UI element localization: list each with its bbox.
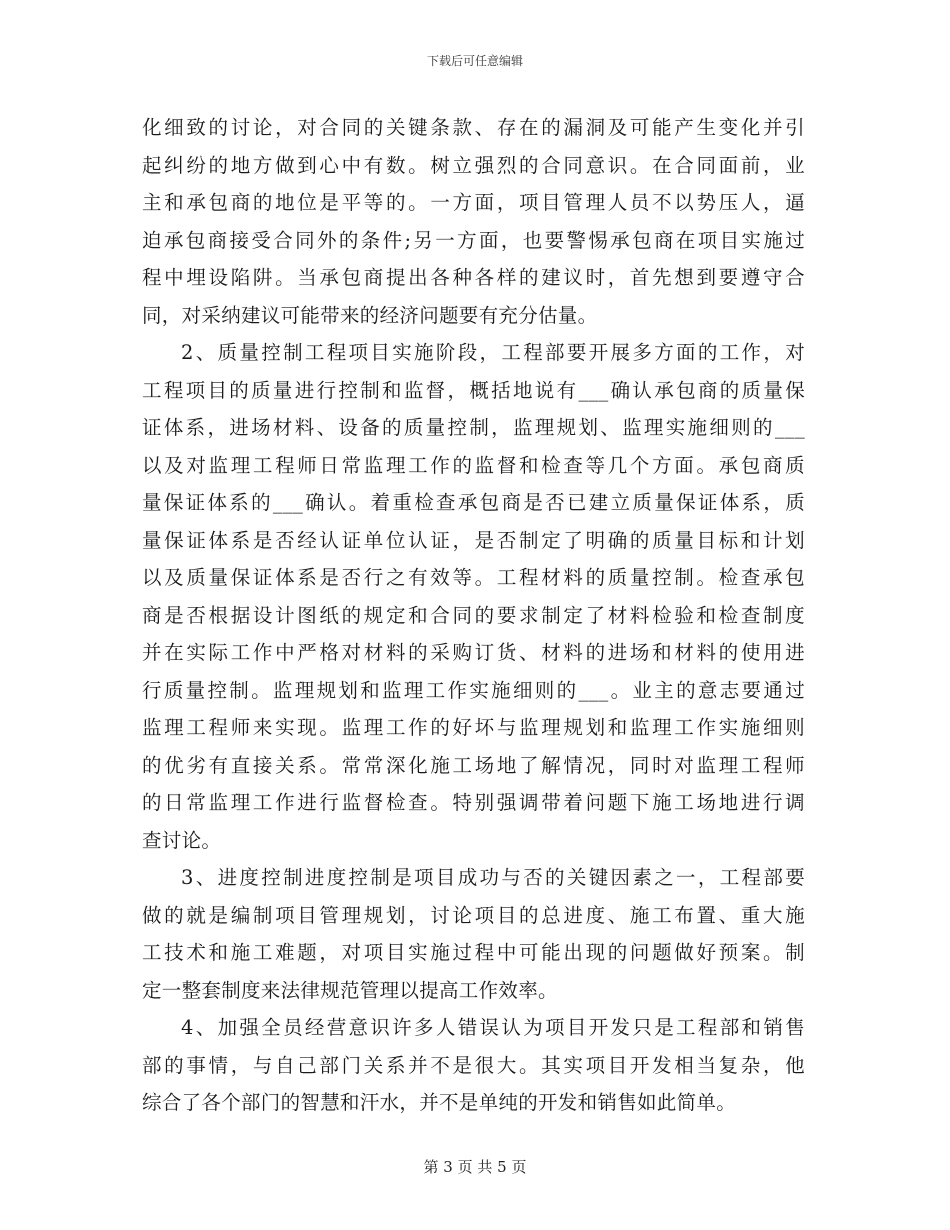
page-number: 第 3 页 共 5 页 — [423, 1158, 527, 1176]
text-line: 做的就是编制项目管理规划，讨论项目的总进度、施工布置、重大施 — [142, 903, 805, 927]
text-line: 以及对监理工程师日常监理工作的监督和检查等几个方面。承包商质 — [142, 453, 805, 477]
text-line: 监理工程师来实现。监理工作的好坏与监理规划和监理工作实施细则 — [142, 716, 805, 739]
text-line: 3、进度控制进度控制是项目成功与否的关键因素之一，工程部要 — [181, 866, 805, 889]
text-line: 量保证体系的___确认。着重检查承包商是否已建立质量保证体系，质 — [142, 491, 805, 514]
text-line: 起纠纷的地方做到心中有数。树立强烈的合同意识。在合同面前，业 — [142, 153, 805, 177]
text-line: 部的事情，与自己部门关系并不是很大。其实项目开发相当复杂，他 — [142, 1053, 805, 1077]
text-line: 查讨论。 — [142, 828, 222, 852]
text-line: 主和承包商的地位是平等的。一方面，项目管理人员不以势压人，逼 — [142, 191, 805, 214]
text-line: 量保证体系是否经认证单位认证，是否制定了明确的质量目标和计划 — [142, 528, 805, 552]
text-line: 综合了各个部门的智慧和汗水，并不是单纯的开发和销售如此简单。 — [142, 1091, 737, 1114]
text-line: 并在实际工作中严格对材料的采购订货、材料的进场和材料的使用进 — [142, 641, 805, 664]
text-line: 的日常监理工作进行监督检查。特别强调带着问题下施工场地进行调 — [142, 791, 805, 814]
text-line: 化细致的讨论，对合同的关键条款、存在的漏洞及可能产生变化并引 — [142, 116, 805, 139]
text-line: 迫承包商接受合同外的条件;另一方面，也要警惕承包商在项目实施过 — [142, 228, 805, 252]
text-line: 同，对采纳建议可能带来的经济问题要有充分估量。 — [142, 303, 598, 327]
text-line: 工程项目的质量进行控制和监督，概括地说有___确认承包商的质量保 — [142, 378, 805, 402]
text-line: 行质量控制。监理规划和监理工作实施细则的___。业主的意志要通过 — [142, 678, 805, 702]
text-line: 4、加强全员经营意识许多人错误认为项目开发只是工程部和销售 — [181, 1016, 805, 1039]
text-line: 工技术和施工难题，对项目实施过程中可能出现的问题做好预案。制 — [142, 941, 805, 964]
page-header: 下载后可任意编辑 — [426, 54, 523, 68]
text-line: 2、质量控制工程项目实施阶段，工程部要开展多方面的工作，对 — [181, 341, 805, 364]
text-line: 商是否根据设计图纸的规定和合同的要求制定了材料检验和检查制度 — [142, 603, 805, 627]
text-line: 的优劣有直接关系。常常深化施工场地了解情况，同时对监理工程师 — [142, 753, 805, 777]
text-line: 以及质量保证体系是否行之有效等。工程材料的质量控制。检查承包 — [142, 566, 805, 589]
text-line: 程中埋设陷阱。当承包商提出各种各样的建议时，首先想到要遵守合 — [142, 266, 805, 289]
document-body — [142, 109, 805, 1122]
text-line: 定一整套制度来法律规范管理以提高工作效率。 — [142, 978, 558, 1002]
text-line: 证体系，进场材料、设备的质量控制，监理规划、监理实施细则的___ — [142, 416, 805, 439]
